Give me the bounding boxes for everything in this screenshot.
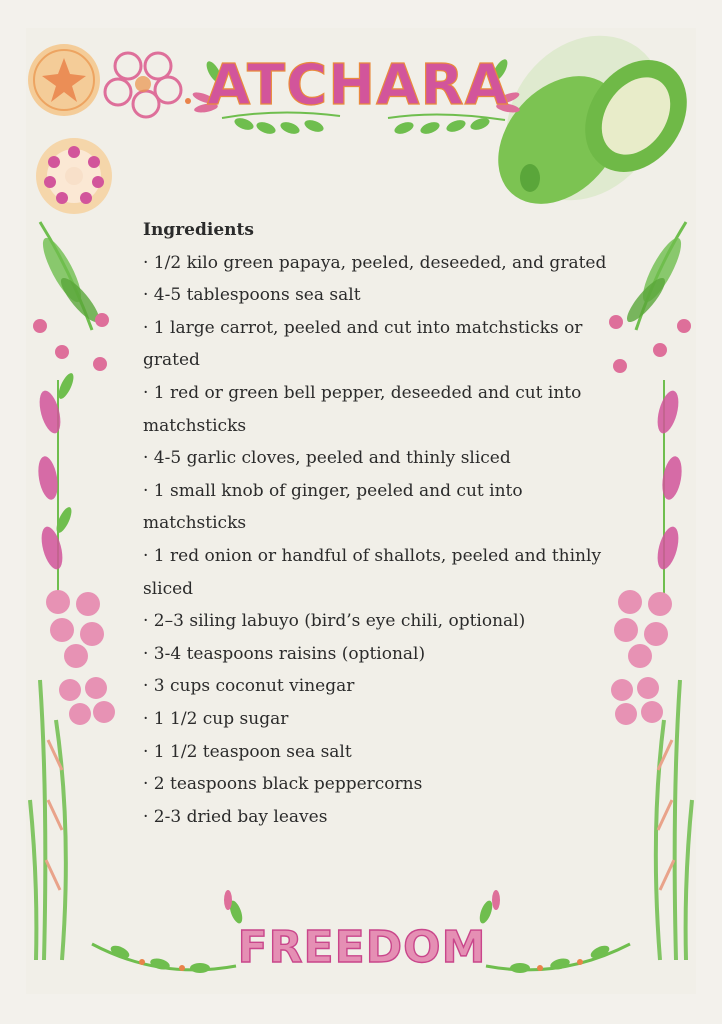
list-item: · 1 small knob of ginger, peeled and cut into matchsticks	[143, 480, 523, 534]
flower-icon	[105, 53, 191, 117]
list-item: · 2-3 dried bay leaves	[143, 806, 328, 827]
list-item: · 1 1/2 teaspoon sea salt	[143, 741, 352, 762]
list-item: · 1 red onion or handful of shallots, peeled and thinly sliced	[143, 545, 602, 599]
list-item: · 2–3 siling labuyo (bird’s eye chili, optional)	[143, 611, 526, 632]
ingredients-list	[143, 247, 623, 834]
ingredients-section	[143, 214, 623, 833]
list-item: · 1/2 kilo green papaya, peeled, deseeded, and grated	[143, 252, 607, 273]
starfruit-slice-icon	[28, 44, 100, 116]
papaya-icon	[473, 4, 708, 231]
flower-cluster-icon	[46, 590, 115, 725]
ingredients-heading: Ingredients	[143, 220, 254, 240]
list-item: · 1 red or green bell pepper, deseeded and cut into matchsticks	[143, 382, 582, 436]
footer-title: FREEDOM	[237, 922, 487, 973]
list-item: · 3-4 teaspoons raisins (optional)	[143, 643, 426, 664]
list-item: · 3 cups coconut vinegar	[143, 676, 355, 697]
list-item: · 4-5 tablespoons sea salt	[143, 285, 361, 306]
left-border-flowers	[30, 222, 115, 960]
page-title: ATCHARA	[207, 53, 509, 118]
list-item: · 1 large carrot, peeled and cut into matchsticks or grated	[143, 317, 583, 371]
list-item: · 4-5 garlic cloves, peeled and thinly sliced	[143, 448, 511, 469]
fruit-slice-icon	[36, 138, 112, 214]
list-item: · 1 1/2 cup sugar	[143, 708, 289, 729]
list-item: · 2 teaspoons black peppercorns	[143, 774, 423, 795]
